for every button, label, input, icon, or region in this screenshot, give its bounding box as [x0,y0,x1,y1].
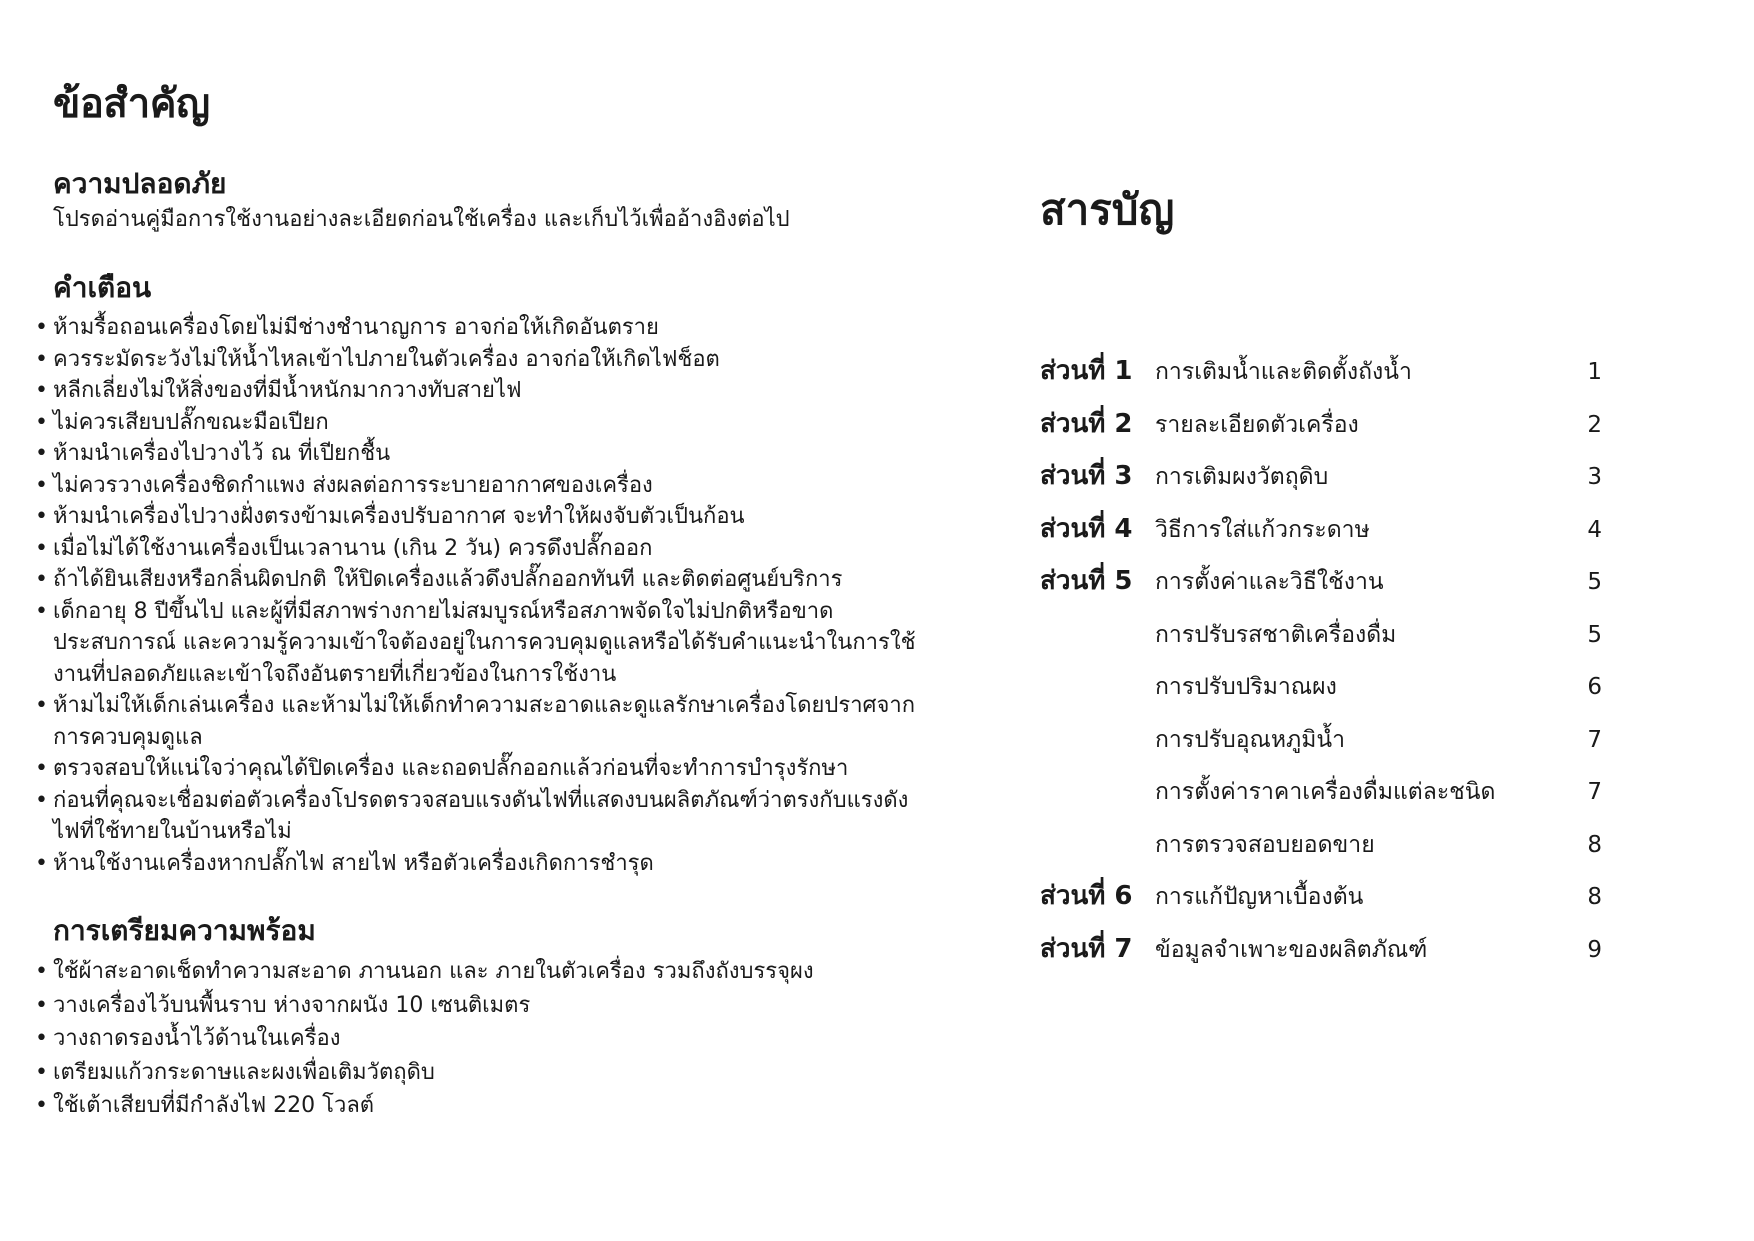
toc-label: การเติมผงวัตถุดิบ [1155,464,1329,490]
warning-list [53,312,923,879]
toc-page-number: 7 [1587,726,1602,753]
preparation-heading: การเตรียมความพร้อม [53,914,316,947]
toc-page-number: 5 [1587,569,1602,595]
toc-row-subsection[interactable] [1040,823,1640,876]
important-info-column [53,74,923,1123]
toc-part: ส่วนที่ 3 [1040,461,1133,491]
warning-item: • เด็กอายุ 8 ปีขึ้นไป และผู้ที่มีสภาพร่างกายไม่สมบูรณ์หรือสภาพจัดใจไม่ปกติหรือขาดประสบการณ์ และความรู้ความเข้าใจต้องอยู่ในการควบคุมดูแลหรือได้รับคำแนะนำในการใช้งานที่ปลอดภัยและเข้าใจถึงอันตรายที่เกี่ยวข้องในการใช้งาน [53,596,923,691]
preparation-item: • เตรียมแก้วกระดาษและผงเพื่อเติมวัตถุดิบ [53,1056,923,1090]
warning-item: • ห้ามนำเครื่องไปวางฝั่งตรงข้ามเครื่องปรับอากาศ จะทำให้ผงจับตัวเป็นก้อน [53,501,923,533]
toc-label: ข้อมูลจำเพาะของผลิตภัณฑ์ [1155,936,1428,963]
preparation-item: • วางถาดรองน้ำไว้ด้านในเครื่อง [53,1022,923,1056]
table-of-contents [1040,180,1640,980]
toc-list [1040,350,1640,980]
toc-row-subsection[interactable] [1040,613,1640,666]
toc-row-part-2[interactable] [1040,403,1640,456]
toc-row-part-3[interactable] [1040,455,1640,508]
preparation-item: • ใช้เต้าเสียบที่มีกำลังไฟ 220 โวลต์ [53,1089,923,1123]
toc-page-number: 9 [1587,936,1602,963]
toc-part: ส่วนที่ 2 [1040,408,1133,439]
toc-part: ส่วนที่ 1 [1040,356,1133,386]
toc-row-part-1[interactable] [1040,350,1640,403]
toc-page-number: 1 [1587,359,1602,385]
toc-label: รายละเอียดตัวเครื่อง [1155,411,1359,438]
safety-text: โปรดอ่านคู่มือการใช้งานอย่างละเอียดก่อนใช้เครื่อง และเก็บไว้เพื่ออ้างอิงต่อไป [53,207,790,232]
toc-page-number: 8 [1587,884,1602,910]
toc-row-subsection[interactable] [1040,665,1640,718]
preparation-section [53,911,923,1123]
toc-page-number: 5 [1587,621,1602,648]
toc-page-number: 6 [1587,674,1602,700]
toc-label: การเติมน้ำและติดตั้งถังน้ำ [1155,359,1412,385]
toc-page-number: 2 [1587,411,1602,438]
toc-row-part-4[interactable] [1040,508,1640,561]
preparation-list [53,955,923,1123]
toc-label: การปรับปริมาณผง [1155,674,1337,700]
toc-label: การตรวจสอบยอดขาย [1155,831,1375,858]
warning-item: • ห้ามรื้อถอนเครื่องโดยไม่มีช่างชำนาญการ อาจก่อให้เกิดอันตราย [53,312,923,344]
preparation-item: • วางเครื่องไว้บนพื้นราบ ห่างจากผนัง 10 เซนติเมตร [53,989,923,1023]
toc-row-subsection[interactable] [1040,718,1640,771]
warning-item: • ก่อนที่คุณจะเชื่อมต่อตัวเครื่องโปรดตรวจสอบแรงดันไฟที่แสดงบนผลิตภัณฑ์ว่าตรงกับแรงดังไฟที่ใช้ทายในบ้านหรือไม่ [53,785,923,848]
toc-row-subsection[interactable] [1040,770,1640,823]
warning-section [53,268,923,879]
warning-item: • ไม่ควรเสียบปลั๊กขณะมือเปียก [53,407,923,439]
preparation-item: • ใช้ผ้าสะอาดเช็ดทำความสะอาด ภานนอก และ ภายในตัวเครื่อง รวมถึงถังบรรจุผง [53,955,923,989]
warning-item: • ห้ามไม่ให้เด็กเล่นเครื่อง และห้ามไม่ให้เด็กทำความสะอาดและดูแลรักษาเครื่องโดยปราศจากการควบคุมดูแล [53,690,923,753]
toc-page-number: 4 [1587,516,1602,543]
toc-part: ส่วนที่ 5 [1040,566,1133,596]
toc-part: ส่วนที่ 4 [1040,513,1133,544]
warning-item: • หลีกเลี่ยงไม่ให้สิ่งของที่มีน้ำหนักมากวางทับสายไฟ [53,375,923,407]
warning-item: • ควรระมัดระวังไม่ให้น้ำไหลเข้าไปภายในตัวเครื่อง อาจก่อให้เกิดไฟช็อต [53,344,923,376]
toc-page-number: 3 [1587,464,1602,490]
toc-label: การปรับอุณหภูมิน้ำ [1155,726,1346,753]
toc-label: การแก้ปัญหาเบื้องต้น [1155,884,1364,910]
warning-item: • ถ้าได้ยินเสียงหรือกลิ่นผิดปกติ ให้ปิดเครื่องแล้วดึงปลั๊กออกทันที และติดต่อศูนย์บริการ [53,564,923,596]
warning-item: • ตรวจสอบให้แน่ใจว่าคุณได้ปิดเครื่อง และถอดปลั๊กออกแล้วก่อนที่จะทำการบำรุงรักษา [53,753,923,785]
toc-part: ส่วนที่ 6 [1040,881,1133,911]
safety-section [53,164,923,236]
warning-item: • ห้ามนำเครื่องไปวางไว้ ณ ที่เปียกชื้น [53,438,923,470]
toc-page-number: 8 [1587,831,1602,858]
toc-label: วิธีการใส่แก้วกระดาษ [1155,516,1370,543]
safety-heading: ความปลอดภัย [53,167,227,200]
warning-heading: คำเตือน [53,271,152,304]
warning-item: • เมื่อไม่ได้ใช้งานเครื่องเป็นเวลานาน (เกิน 2 วัน) ควรดึงปลั๊กออก [53,533,923,565]
toc-label: การตั้งค่าและวิธีใช้งาน [1155,569,1384,595]
page-title: ข้อสำคัญ [53,81,210,127]
warning-item: • ห้านใช้งานเครื่องหากปลั๊กไฟ สายไฟ หรือตัวเครื่องเกิดการชำรุด [53,848,923,880]
toc-label: การตั้งค่าราคาเครื่องดื่มแต่ละชนิด [1155,779,1496,805]
toc-label: การปรับรสชาติเครื่องดื่ม [1155,621,1397,648]
toc-part: ส่วนที่ 7 [1040,933,1133,964]
toc-row-part-7[interactable] [1040,928,1640,981]
toc-title: สารบัญ [1040,185,1175,234]
toc-row-part-5[interactable] [1040,560,1640,613]
toc-row-part-6[interactable] [1040,875,1640,928]
warning-item: • ไม่ควรวางเครื่องชิดกำแพง ส่งผลต่อการระบายอากาศของเครื่อง [53,470,923,502]
toc-page-number: 7 [1587,779,1602,805]
